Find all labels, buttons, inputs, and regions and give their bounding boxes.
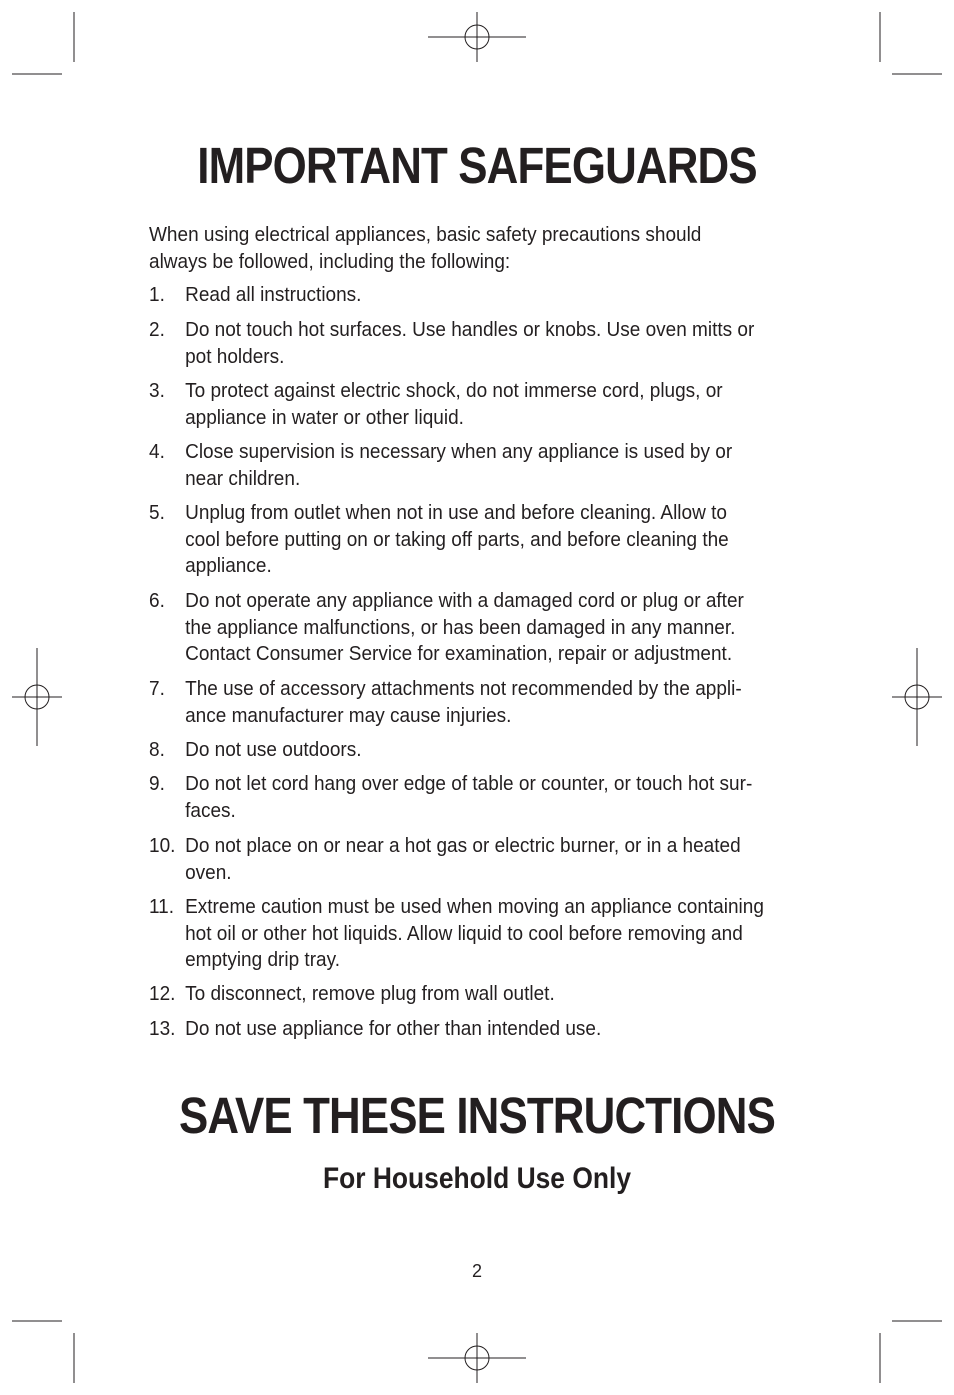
household-use-subtitle: For Household Use Only <box>322 1162 632 1195</box>
item-text-line: Do not use appliance for other than intended use. <box>185 1018 602 1040</box>
registration-mark-right <box>892 648 942 746</box>
item-text-line: faces. <box>185 799 236 822</box>
item-text-line: Extreme caution must be used when moving an appliance containing <box>185 896 764 918</box>
item-text-line: appliance in water or other liquid. <box>185 406 464 429</box>
item-text-line: To protect against electric shock, do not immerse cord, plugs, or <box>185 380 723 402</box>
intro-line: When using electrical appliances, basic safety precautions should <box>149 224 702 246</box>
item-text-line: Contact Consumer Service for examination, repair or adjustment. <box>185 643 733 665</box>
item-number: 8. <box>149 739 165 761</box>
item-text-line: the appliance malfunctions, or has been damaged in any manner. <box>185 616 736 639</box>
item-text-line: cool before putting on or taking off parts, and before cleaning the <box>185 528 729 551</box>
item-number: 11. <box>149 896 175 918</box>
item-text-line: Do not operate any appliance with a damaged cord or plug or after <box>185 590 744 612</box>
item-text-line: appliance. <box>185 555 272 577</box>
item-number: 1. <box>149 284 165 306</box>
item-text-line: ance manufacturer may cause injuries. <box>185 704 512 727</box>
registration-mark-bottom <box>428 1333 526 1383</box>
registration-mark-top <box>428 12 526 62</box>
intro-line: always be followed, including the following: <box>149 250 511 273</box>
item-text-line: The use of accessory attachments not recommended by the appli- <box>185 678 742 700</box>
item-text-line: Do not let cord hang over edge of table or counter, or touch hot sur- <box>185 773 753 795</box>
item-number: 4. <box>149 441 165 463</box>
item-number: 7. <box>149 678 165 700</box>
item-text-line: Do not place on or near a hot gas or electric burner, or in a heated <box>185 835 741 857</box>
item-text-line: oven. <box>185 861 232 884</box>
page-title: IMPORTANT SAFEGUARDS <box>197 137 757 194</box>
item-number: 9. <box>149 773 165 795</box>
item-number: 6. <box>149 590 165 612</box>
item-number: 13. <box>149 1018 176 1040</box>
save-instructions-heading: SAVE THESE INSTRUCTIONS <box>179 1087 775 1144</box>
item-number: 5. <box>149 502 165 524</box>
item-number: 12. <box>149 983 176 1005</box>
item-text-line: emptying drip tray. <box>185 949 340 971</box>
item-text-line: Unplug from outlet when not in use and before cleaning. Allow to <box>185 502 727 524</box>
item-number: 10. <box>149 835 176 857</box>
item-number: 3. <box>149 380 165 402</box>
page-number: 2 <box>471 1261 482 1281</box>
item-text-line: hot oil or other hot liquids. Allow liquid to cool before removing and <box>185 922 743 945</box>
item-text-line: Do not use outdoors. <box>185 739 362 761</box>
intro-paragraph <box>149 222 776 275</box>
item-text-line: near children. <box>185 467 301 490</box>
item-text-line: Close supervision is necessary when any appliance is used by or <box>185 441 733 463</box>
registration-mark-left <box>12 648 62 746</box>
item-text-line: To disconnect, remove plug from wall outlet. <box>185 983 555 1005</box>
item-text-line: Do not touch hot surfaces. Use handles or knobs. Use oven mitts or <box>185 319 755 341</box>
item-text-line: pot holders. <box>185 345 285 368</box>
item-text-line: Read all instructions. <box>185 284 362 306</box>
item-number: 2. <box>149 319 165 341</box>
